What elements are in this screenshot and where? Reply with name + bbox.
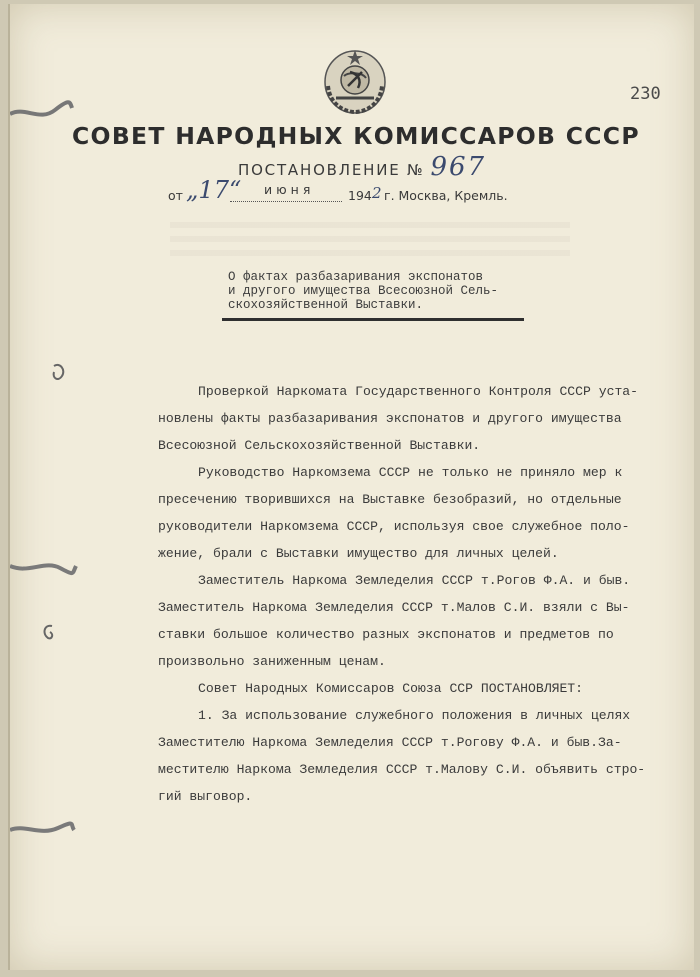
body-line: ставки большое количество разных экспонатов и предметов по (158, 627, 614, 642)
body-line: Заместитель Наркома Земледелия СССР т.Рогов Ф.А. и быв. (198, 573, 631, 588)
decree-label: ПОСТАНОВЛЕНИЕ № (238, 161, 425, 179)
body-line: Проверкой Наркомата Государственного Контроля СССР уста- (198, 384, 639, 399)
body-line: гий выговор. (158, 789, 253, 804)
body-line: жение, брали с Выставки имущество для личных целей. (158, 546, 559, 561)
body-line: местителю Наркома Земледелия СССР т.Малову С.И. объявить стро- (158, 762, 646, 777)
punch-hole-icon (40, 622, 58, 644)
punch-hole-icon (50, 362, 68, 384)
date-prefix: от (168, 188, 183, 203)
date-line (168, 176, 548, 208)
body-line: 1. За использование служебного положения в личных целях (198, 708, 631, 723)
binding-string-icon (10, 552, 80, 566)
decree-number: 967 (430, 152, 487, 182)
body-line: Совет Народных Комиссаров Союза ССР ПОСТАНОВЛЯЕТ: (198, 681, 584, 696)
body-line: пресечению творившихся на Выставке безобразий, но отдельные (158, 492, 622, 507)
document-title: СОВЕТ НАРОДНЫХ КОМИССАРОВ СССР (72, 122, 640, 150)
date-year-suffix: 2 (372, 184, 382, 202)
document-body (158, 378, 668, 810)
body-line: Заместителю Наркома Земледелия СССР т.Рогову Ф.А. и быв.За- (158, 735, 622, 750)
body-line: Всесоюзной Сельскохозяйственной Выставки. (158, 438, 481, 453)
body-line: произвольно заниженным ценам. (158, 654, 386, 669)
subject-underline (222, 318, 524, 321)
document-subject (228, 270, 528, 312)
binding-string-icon (10, 96, 80, 110)
binding-string-icon (10, 816, 80, 830)
subject-line: и другого имущества Всесоюзной Сель- (228, 284, 499, 298)
page-number: 230 (630, 84, 661, 104)
ussr-emblem-icon (322, 46, 388, 116)
date-place: г. Москва, Кремль. (384, 188, 508, 203)
body-line: руководители Наркомзема СССР, используя свое служебное поло- (158, 519, 630, 534)
subject-line: скохозяйственной Выставки. (228, 298, 424, 312)
body-line: новлены факты разбазаривания экспонатов и другого имущества (158, 411, 622, 426)
date-month: июня (264, 182, 315, 197)
date-year-prefix: 194 (348, 188, 372, 203)
date-day: „17“ (186, 176, 242, 204)
date-rule (230, 201, 342, 202)
body-line: Заместитель Наркома Земледелия СССР т.Малов С.И. взяли с Вы- (158, 600, 630, 615)
decree-header (238, 152, 486, 182)
body-line: Руководство Наркомзема СССР не только не приняло мер к (198, 465, 623, 480)
document-page (8, 4, 694, 970)
bleed-through-text (170, 222, 570, 262)
subject-line: О фактах разбазаривания экспонатов (228, 270, 484, 284)
